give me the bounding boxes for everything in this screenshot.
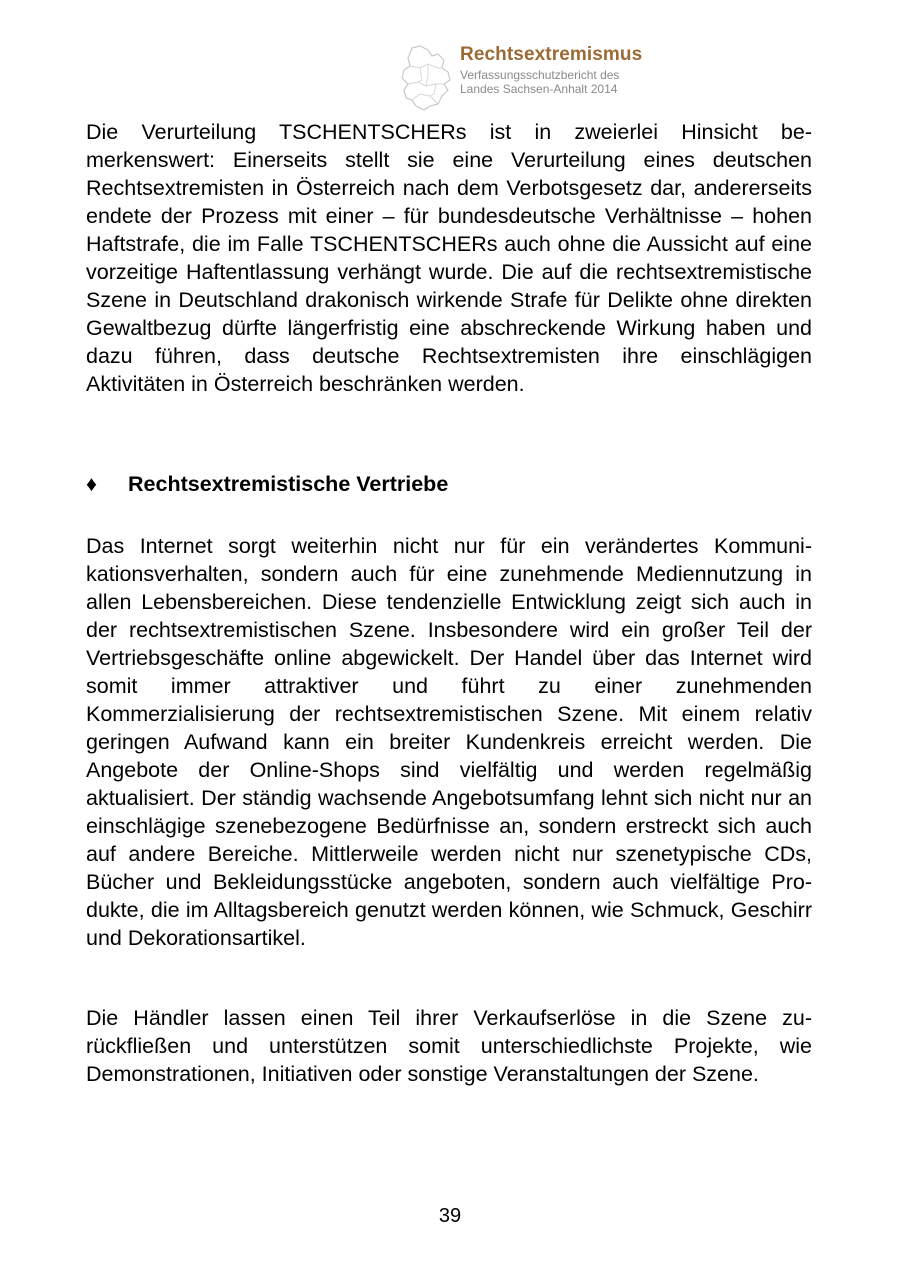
- header-subtitle-line2: Landes Sachsen-Anhalt 2014: [460, 82, 618, 96]
- paragraph-internet: [86, 532, 812, 952]
- paragraph-verurteilung: [86, 118, 812, 398]
- sachsen-anhalt-map-icon: [398, 44, 462, 112]
- paragraph-haendler: [86, 1004, 812, 1088]
- header-subtitle-line1: Verfassungsschutzbericht des: [460, 68, 620, 82]
- body-paragraph: Das Internet sorgt weiterhin nicht nur für ein verändertes Kommunikationsverhalten, sondern auch für eine zunehmende Mediennutzung in allen Lebensbereichen. Diese tendenzielle Entwicklung zeigt sich auch in der rechtsextremistischen Szene. Insbesondere wird ein großer Teil der Vertriebsgeschäfte online abgewickelt. Der Handel über das Internet wird somit immer attraktiver und führt zu einer zunehmenden Kommerzialisierung der rechtsextremistischen Szene. Mit einem relativ geringen Aufwand kann ein breiter Kundenkreis erreicht werden. Die Angebote der Online-Shops sind vielfältig und werden regelmäßig aktualisiert. Der ständig wachsende Angebotsumfang lehnt sich nicht nur an einschlägige szenebezogene Bedürfnisse an, sondern erstreckt sich auch auf andere Bereiche. Mittlerweile werden nicht nur szenetypische CDs, Bücher und Bekleidungsstücke angeboten, sondern auch vielfältige Produkte, die im Alltagsbereich genutzt werden können, wie Schmuck, Geschirr und Dekorationsartikel.: [86, 534, 812, 950]
- page-number: 39: [438, 1205, 462, 1227]
- section-heading-row: [86, 470, 812, 498]
- header-title: Rechtsextremismus: [460, 44, 643, 65]
- page-header: [398, 42, 698, 112]
- diamond-bullet-icon: ♦: [86, 472, 97, 496]
- body-paragraph: Die Verurteilung TSCHENTSCHERs ist in zweierlei Hinsicht bemerkenswert: Einerseits stellt sie eine Verurteilung eines deutschen Rechtsextremisten in Österreich nach dem Verbotsgesetz dar, andererseits endete der Prozess mit einer – für bundesdeutsche Verhältnisse – hohen Haftstrafe, die im Falle TSCHENTSCHERs auch ohne die Aussicht auf eine vorzeitige Haftentlassung verhängt wurde. Die auf die rechtsextremistische Szene in Deutschland drakonisch wirkende Strafe für Delikte ohne direkten Gewaltbezug dürfte längerfristig eine abschreckende Wirkung haben und dazu führen, dass deutsche Rechtsextremisten ihre einschlägigen Aktivitäten in Österreich beschränken werden.: [86, 120, 812, 396]
- body-paragraph: Die Händler lassen einen Teil ihrer Verkaufserlöse in die Szene zurückfließen und unterstützen somit unterschiedlichste Projekte, wie Demonstrationen, Initiativen oder sonstige Veranstaltungen der Szene.: [86, 1006, 812, 1086]
- section-heading: Rechtsextremistische Vertriebe: [128, 472, 449, 496]
